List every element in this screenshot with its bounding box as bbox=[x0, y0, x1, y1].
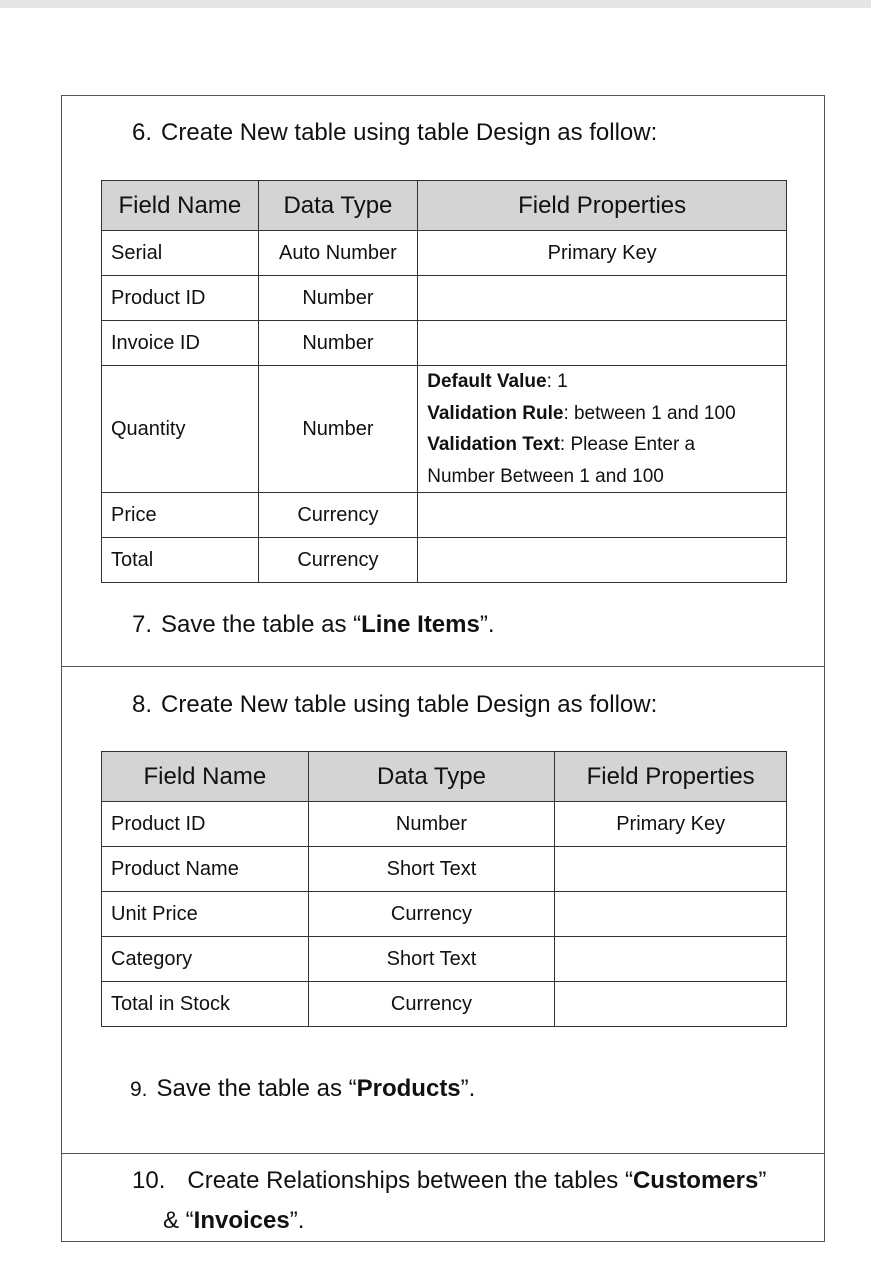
table-row bbox=[102, 321, 787, 366]
step-text-prefix: Create Relationships between the tables “ bbox=[187, 1167, 633, 1194]
table-row bbox=[102, 937, 787, 982]
step-text-prefix: & “ bbox=[163, 1207, 194, 1234]
header-data-type: Data Type bbox=[308, 752, 555, 802]
validation-properties-cell bbox=[418, 366, 787, 493]
table-name-customers: Customers bbox=[632, 1167, 759, 1194]
table-header-row bbox=[102, 181, 787, 231]
step-number: 8. bbox=[132, 691, 153, 718]
field-name-cell: Quantity bbox=[102, 366, 259, 493]
step-text-suffix: ”. bbox=[460, 1075, 476, 1102]
data-type-cell: Number bbox=[258, 276, 418, 321]
data-type-cell: Short Text bbox=[308, 937, 555, 982]
default-value-value: : 1 bbox=[546, 371, 568, 392]
table-row bbox=[102, 802, 787, 847]
table-name-line-items: Line Items bbox=[361, 611, 480, 638]
validation-rule-label: Validation Rule bbox=[427, 402, 564, 424]
data-type-cell: Auto Number bbox=[258, 231, 418, 276]
field-name-cell: Product ID bbox=[102, 276, 259, 321]
table-row bbox=[102, 892, 787, 937]
field-properties-cell bbox=[418, 493, 787, 538]
field-name-cell: Unit Price bbox=[102, 892, 309, 937]
step-8 bbox=[132, 690, 657, 720]
header-field-name: Field Name bbox=[102, 181, 259, 231]
validation-text-continuation: Number Between 1 and 100 bbox=[427, 465, 664, 487]
field-properties-cell bbox=[555, 847, 787, 892]
field-properties-cell: Primary Key bbox=[555, 802, 787, 847]
field-properties-cell bbox=[555, 937, 787, 982]
products-design-table bbox=[101, 751, 787, 1027]
step-10-continuation bbox=[163, 1206, 304, 1236]
table-header-row bbox=[102, 752, 787, 802]
data-type-cell: Number bbox=[258, 321, 418, 366]
data-type-cell: Currency bbox=[308, 982, 555, 1027]
field-name-cell: Total in Stock bbox=[102, 982, 309, 1027]
default-value-line bbox=[427, 366, 786, 398]
validation-rule-line bbox=[427, 398, 786, 430]
data-type-cell: Currency bbox=[258, 538, 418, 583]
step-9 bbox=[130, 1074, 475, 1105]
step-text-suffix: ”. bbox=[479, 611, 495, 638]
table-row bbox=[102, 982, 787, 1027]
field-name-cell: Product Name bbox=[102, 847, 309, 892]
table-name-products: Products bbox=[356, 1075, 461, 1102]
field-properties-cell bbox=[418, 321, 787, 366]
top-bar bbox=[0, 0, 871, 8]
validation-text-label: Validation Text bbox=[427, 434, 560, 455]
step-number: 7. bbox=[132, 611, 153, 638]
field-name-cell: Invoice ID bbox=[102, 321, 259, 366]
field-name-cell: Category bbox=[102, 937, 309, 982]
data-type-cell: Currency bbox=[308, 892, 555, 937]
field-properties-cell: Primary Key bbox=[418, 231, 787, 276]
table-row bbox=[102, 276, 787, 321]
table-row bbox=[102, 493, 787, 538]
step-text: Create New table using table Design as follow: bbox=[161, 119, 658, 146]
field-properties-cell bbox=[418, 276, 787, 321]
data-type-cell: Number bbox=[258, 366, 418, 493]
step-7 bbox=[132, 610, 495, 640]
step-text: Create New table using table Design as follow: bbox=[161, 691, 658, 718]
section-panel-relationships bbox=[61, 1153, 825, 1242]
section-panel-products bbox=[61, 666, 825, 1153]
data-type-cell: Currency bbox=[258, 493, 418, 538]
validation-text-value: : Please Enter a bbox=[559, 434, 696, 455]
step-number: 6. bbox=[132, 119, 153, 146]
field-name-cell: Price bbox=[102, 493, 259, 538]
step-text-suffix: ”. bbox=[289, 1207, 305, 1234]
field-name-cell: Serial bbox=[102, 231, 259, 276]
step-text-prefix: Save the table as “ bbox=[156, 1075, 357, 1102]
table-row bbox=[102, 231, 787, 276]
field-name-cell: Product ID bbox=[102, 802, 309, 847]
header-field-name: Field Name bbox=[102, 752, 309, 802]
step-text-suffix: ” bbox=[758, 1167, 767, 1194]
field-properties-cell bbox=[555, 982, 787, 1027]
step-10 bbox=[132, 1166, 766, 1196]
header-data-type: Data Type bbox=[258, 181, 418, 231]
table-row bbox=[102, 847, 787, 892]
header-field-properties: Field Properties bbox=[555, 752, 787, 802]
step-text-prefix: Save the table as “ bbox=[161, 611, 362, 638]
step-number: 9. bbox=[130, 1078, 148, 1101]
validation-text-line bbox=[427, 429, 786, 461]
section-panel-line-items bbox=[61, 95, 825, 666]
table-row bbox=[102, 366, 787, 493]
step-number: 10. bbox=[132, 1167, 166, 1194]
table-name-invoices: Invoices bbox=[193, 1207, 290, 1234]
field-properties-cell bbox=[418, 538, 787, 583]
table-row bbox=[102, 538, 787, 583]
data-type-cell: Short Text bbox=[308, 847, 555, 892]
default-value-label: Default Value bbox=[427, 371, 547, 392]
line-items-design-table bbox=[101, 180, 787, 583]
field-properties-cell bbox=[555, 892, 787, 937]
step-6 bbox=[132, 118, 657, 148]
field-name-cell: Total bbox=[102, 538, 259, 583]
validation-rule-value: : between 1 and 100 bbox=[563, 402, 736, 424]
header-field-properties: Field Properties bbox=[418, 181, 787, 231]
data-type-cell: Number bbox=[308, 802, 555, 847]
